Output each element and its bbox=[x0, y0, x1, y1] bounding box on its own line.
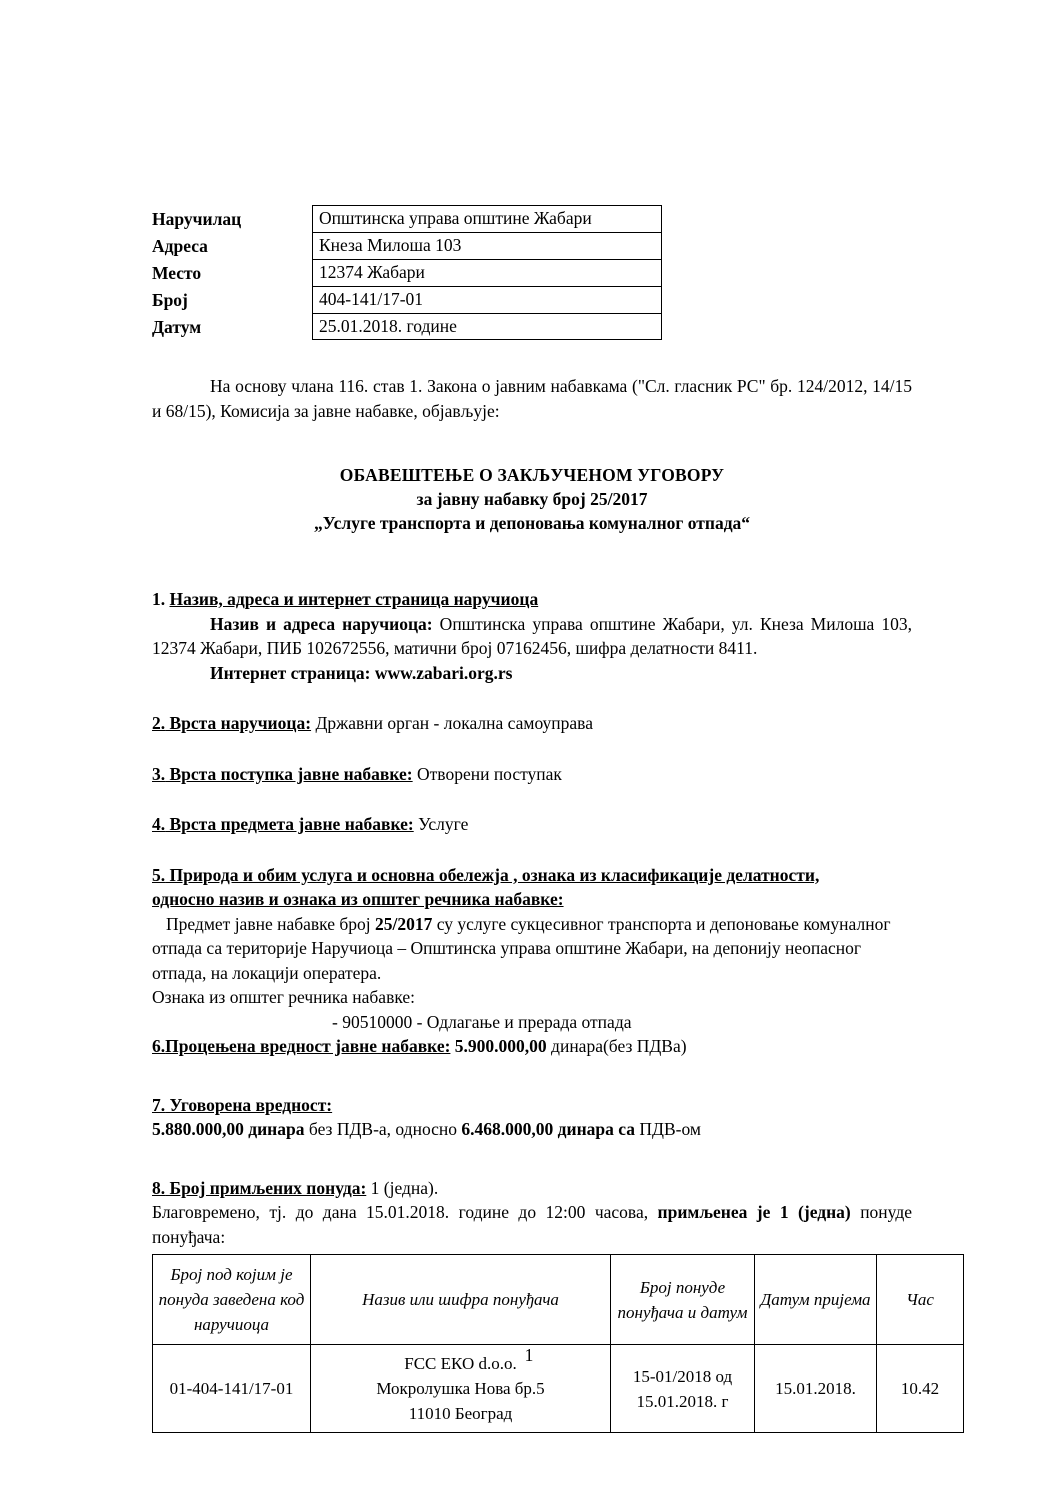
section-3-heading-text: Врста поступка јавне набавке: bbox=[169, 763, 413, 784]
section-5-cpv-label: Ознака из општег речника набавке: bbox=[152, 987, 416, 1007]
cell-receipt-date: 15.01.2018. bbox=[755, 1345, 877, 1433]
section-5-number: 5. bbox=[152, 864, 166, 885]
header-row bbox=[152, 313, 912, 340]
bid-number-line-1: 15-01/2018 од bbox=[632, 1366, 733, 1386]
header-value-narucilac: Општинска управа општине Жабари bbox=[312, 205, 662, 232]
section-1-heading-text: Назив, адреса и интернет страница наручиоца bbox=[169, 589, 539, 609]
website-url: www.zabari.org.rs bbox=[374, 662, 513, 683]
section-8-body bbox=[152, 1200, 912, 1249]
section-6-heading bbox=[152, 1034, 912, 1059]
legal-basis-paragraph: На основу члана 116. став 1. Закона о јавним набавкама ("Сл. гласник РС" бр. 124/2012, 14/15 и 68/15), Комисија за јавне набавке, објављује: bbox=[152, 376, 912, 421]
header-label-mesto: Место bbox=[152, 263, 202, 283]
cell-reference-number: 01-404-141/17-01 bbox=[153, 1345, 311, 1433]
document-content bbox=[152, 205, 940, 1433]
section-4-number: 4. bbox=[152, 814, 166, 834]
bidder-name-line-1: FCC ЕКО d.o.o. bbox=[404, 1354, 517, 1373]
header-label-adresa: Адреса bbox=[152, 236, 208, 256]
header-value-datum: 25.01.2018. године bbox=[312, 313, 662, 340]
section-6-suffix: динара(без ПДВа) bbox=[546, 1036, 687, 1056]
section-2-value: Државни орган - локална самоуправа bbox=[311, 713, 593, 733]
section-1-number: 1. bbox=[152, 589, 166, 609]
section-5-procurement-number: 25/2017 bbox=[375, 913, 433, 934]
section-7-number: 7. bbox=[152, 1094, 166, 1115]
header-label-datum: Датум bbox=[152, 317, 202, 337]
section-1-body bbox=[152, 612, 912, 661]
page-number: 1 bbox=[524, 1345, 534, 1365]
section-5-body-post: су услуге сукцесивног транспорта и депоновање комуналног отпада са територије Наручиоца – Општинска управа општине Жабари, на депонију неопасног отпада, на локацији оператера. bbox=[152, 913, 891, 983]
column-header-bidder-name: Назив или шифра понуђача bbox=[311, 1255, 611, 1345]
bid-number-line-2: 15.01.2018. г bbox=[636, 1391, 729, 1411]
header-value-broj: 404-141/17-01 bbox=[312, 286, 662, 313]
title-subtitle-subject: „Услуге транспорта и депоновања комуналног отпада“ bbox=[313, 513, 751, 533]
header-row bbox=[152, 232, 912, 259]
section-7-heading bbox=[152, 1093, 912, 1118]
section-5-heading-line2: односно назив и ознака из општег речника набавке: bbox=[152, 889, 564, 909]
section-8-number: 8. bbox=[152, 1177, 166, 1198]
section-8-para-pre: Благовремено, тј. до дана 15.01.2018. године до 12:00 часова, bbox=[152, 1202, 658, 1222]
column-header-receipt-time: Час bbox=[877, 1255, 964, 1345]
section-1-body-label: Назив и адреса наручиоца: bbox=[210, 613, 433, 634]
section-8-bid-count: 1 (једна). bbox=[366, 1177, 439, 1198]
section-5-body-pre: Предмет јавне набавке број bbox=[166, 913, 376, 934]
section-3-value: Отворени поступак bbox=[412, 763, 562, 784]
header-row bbox=[152, 286, 912, 313]
header-label-narucilac: Наручилац bbox=[152, 209, 242, 229]
page-title: ОБАВЕШТЕЊЕ О ЗАКЉУЧЕНОМ УГОВОРУ bbox=[339, 465, 725, 485]
received-bids-table bbox=[152, 1254, 964, 1433]
column-header-reference-number: Број под којим је понуда заведена код наручиоца bbox=[153, 1255, 311, 1345]
section-8-heading-text: Број примљених понуда: bbox=[169, 1177, 367, 1198]
section-5-body bbox=[152, 912, 912, 986]
header-row bbox=[152, 259, 912, 286]
title-subtitle-procurement-number: за јавну набавку број 25/2017 bbox=[416, 489, 648, 509]
section-8-para-bold: примљенеа је 1 (једна) bbox=[657, 1202, 851, 1222]
section-3-heading bbox=[152, 762, 912, 787]
section-1-website-line bbox=[152, 661, 912, 686]
section-1-heading bbox=[152, 587, 912, 612]
section-2-number: 2. bbox=[152, 713, 166, 733]
section-6-number: 6. bbox=[152, 1036, 166, 1056]
section-4-heading bbox=[152, 812, 912, 837]
header-row bbox=[152, 205, 912, 232]
section-4-heading-text: Врста предмета јавне набавке: bbox=[169, 814, 414, 834]
section-5-heading bbox=[152, 863, 912, 888]
bids-table-head bbox=[153, 1255, 964, 1345]
section-7-suffix: ПДВ-ом bbox=[635, 1119, 701, 1139]
column-header-receipt-date: Датум пријема bbox=[755, 1255, 877, 1345]
contracting-authority-header-table bbox=[152, 205, 912, 340]
section-5-heading-continued bbox=[152, 887, 912, 912]
section-2-heading-text: Врста наручиоца: bbox=[169, 713, 312, 733]
section-4-value: Услуге bbox=[413, 814, 469, 834]
contracted-value-without-vat: 5.880.000,00 динара bbox=[152, 1119, 305, 1139]
contracted-value-with-vat: 6.468.000,00 динара са bbox=[461, 1119, 635, 1139]
section-8-heading bbox=[152, 1176, 912, 1201]
website-label: Интернет страница: bbox=[210, 662, 371, 683]
bidder-name-line-2: Мокролушка Нова бр.5 bbox=[376, 1379, 545, 1398]
bidder-name-line-3: 11010 Београд bbox=[408, 1404, 513, 1423]
section-7-values bbox=[152, 1117, 912, 1142]
section-5-cpv-code-line: - 90510000 - Одлагање и прерада отпада bbox=[332, 1011, 632, 1032]
section-7-mid-text: без ПДВ-а, односно bbox=[304, 1119, 462, 1139]
section-1-body-text: Општинска управа општине Жабари, ул. Кнеза Милоша 103, 12374 Жабари, ПИБ 102672556, матични број 07162456, шифра делатности 8411. bbox=[152, 613, 912, 658]
document-title-block bbox=[152, 463, 912, 535]
header-value-adresa: Кнеза Милоша 103 bbox=[312, 232, 662, 259]
cell-receipt-time: 10.42 bbox=[877, 1345, 964, 1433]
section-3-number: 3. bbox=[152, 763, 166, 784]
column-header-bid-number-and-date: Број понуде понуђача и датум bbox=[611, 1255, 755, 1345]
section-7-heading-text: Уговорена вредност: bbox=[169, 1094, 333, 1115]
header-value-mesto: 12374 Жабари bbox=[312, 259, 662, 286]
section-6-estimated-value: 5.900.000,00 bbox=[450, 1036, 547, 1056]
bids-table-header-row bbox=[153, 1255, 964, 1345]
section-5-heading-line1: Природа и обим услуга и основна обележја , ознака из класификације делатности, bbox=[169, 864, 820, 885]
section-6-heading-text: Процењена вредност јавне набавке: bbox=[165, 1036, 451, 1056]
header-label-broj: Број bbox=[152, 290, 188, 310]
section-8-para-post: понуде понуђача: bbox=[152, 1202, 912, 1247]
section-2-heading bbox=[152, 711, 912, 736]
